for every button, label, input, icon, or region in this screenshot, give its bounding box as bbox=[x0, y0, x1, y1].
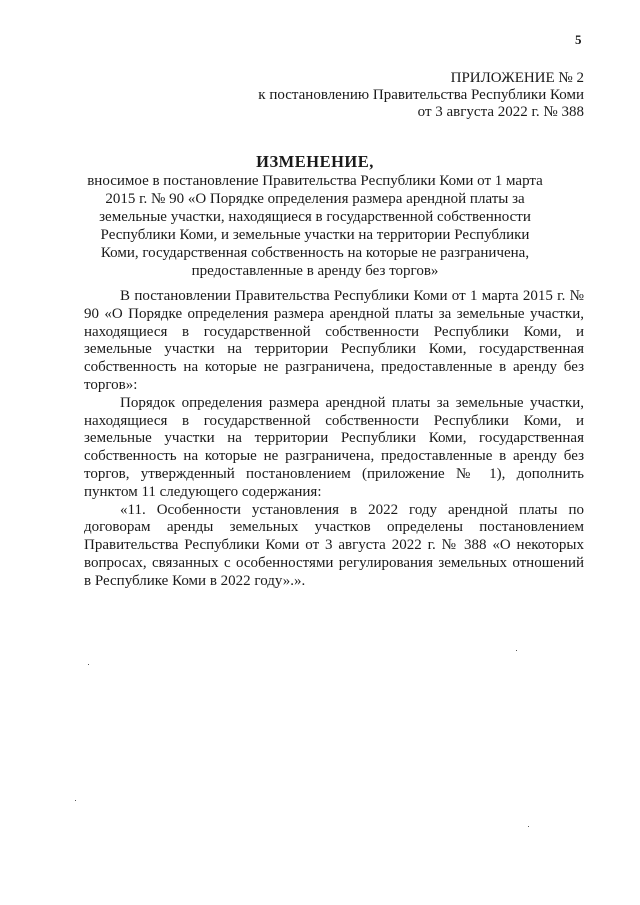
scan-speck bbox=[75, 800, 76, 801]
appendix-title: ПРИЛОЖЕНИЕ № 2 bbox=[450, 70, 584, 86]
scan-speck bbox=[516, 650, 517, 651]
appendix-line-2: от 3 августа 2022 г. № 388 bbox=[417, 104, 584, 120]
document-body bbox=[84, 288, 584, 591]
document-title: ИЗМЕНЕНИЕ, bbox=[256, 152, 374, 171]
body-paragraph-3: «11. Особенности установления в 2022 году арендной платы по договорам аренды земельных участков определены постановлением Правительства Республики Коми от 3 августа 2022 г. № 388 «О некоторых вопросах, связанных с особенностями регулирования земельных отношений в Республике Коми в 2022 году».». bbox=[84, 501, 584, 589]
appendix-header bbox=[258, 70, 584, 121]
appendix-line-1: к постановлению Правительства Республики Коми bbox=[258, 87, 584, 103]
body-paragraph-2: Порядок определения размера арендной платы за земельные участки, находящиеся в государственной собственности Республики Коми, и земельные участки на территории Республики Коми, государственная собственность на которые не разграничена, предоставленные в аренду без торгов, утвержденный постановлением (приложение № 1), дополнить пунктом 11 следующего содержания: bbox=[84, 394, 584, 500]
body-paragraph-1: В постановлении Правительства Республики Коми от 1 марта 2015 г. № 90 «О Порядке определения размера арендной платы за земельные участки, находящиеся в государственной собственности Республики Коми, и земельные участки на территории Республики Коми, государственная собственность на которые не разграничена, предоставленные в аренду без торгов»: bbox=[84, 288, 584, 393]
scan-speck bbox=[88, 664, 89, 665]
scan-speck bbox=[528, 826, 529, 827]
document-subtitle: вносимое в постановление Правительства Республики Коми от 1 марта 2015 г. № 90 «О Порядке определения размера арендной платы за земельные участки, находящиеся в государственной собственности Республики Коми, и земельные участки на территории Республики Коми, государственная собственность на которые не разграничена, предоставленные в аренду без торгов» bbox=[87, 173, 543, 279]
page-number: 5 bbox=[575, 32, 582, 47]
document-heading bbox=[80, 152, 550, 280]
